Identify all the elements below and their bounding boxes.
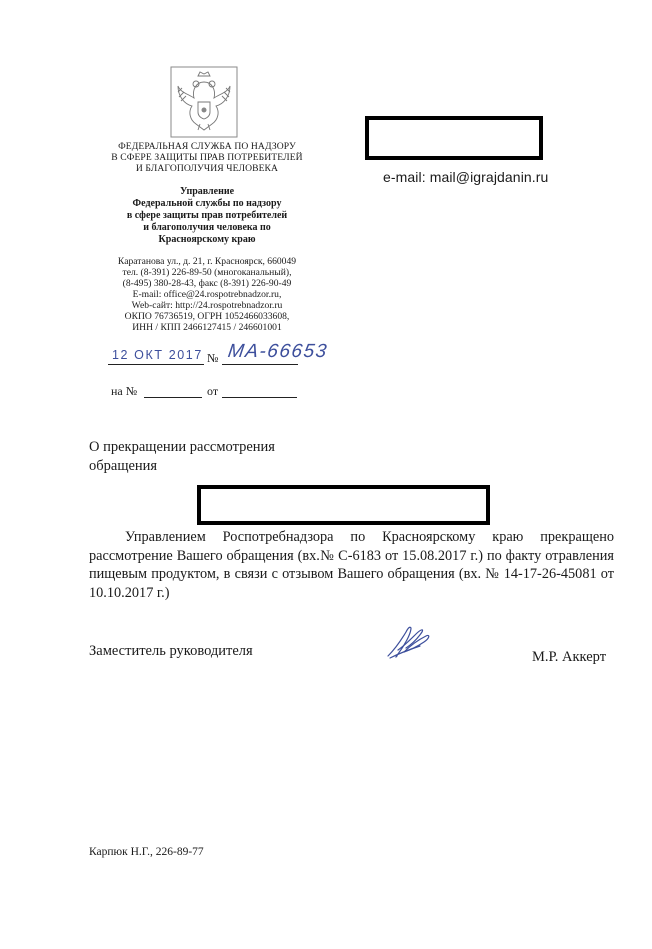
department-line-4: и благополучия человека по (143, 222, 271, 233)
contact-phone: тел. (8-391) 226-89-50 (многоканальный), (122, 267, 292, 278)
number-sign: № (207, 351, 219, 365)
contact-fax: (8-495) 380-28-43, факс (8-391) 226-90-49 (122, 278, 292, 289)
recipient-email: e-mail: mail@igrajdanin.ru (383, 169, 549, 185)
handwritten-signature-icon (384, 620, 434, 664)
addressee-redaction-box (197, 485, 490, 525)
contact-website: Web-сайт: http://24.rospotrebnadzor.ru (131, 300, 283, 311)
date-underline (108, 364, 204, 365)
registration-number: МА-66653 (226, 341, 330, 362)
signatory-title: Заместитель руководителя (89, 643, 253, 659)
agency-name-line-2: В СФЕРЕ ЗАЩИТЫ ПРАВ ПОТРЕБИТЕЛЕЙ (111, 152, 303, 163)
contact-inn: ИНН / КПП 2466127415 / 246601001 (132, 322, 282, 333)
department-line-1: Управление (179, 186, 235, 197)
letter-subject (89, 438, 275, 476)
subject-line-2: обращения (89, 458, 158, 474)
number-underline (222, 364, 298, 365)
department-line-3: в сфере защиты прав потребителей (126, 210, 288, 221)
contact-email: E-mail: office@24.rospotrebnadzor.ru, (132, 289, 282, 300)
executor-info: Карпюк Н.Г., 226-89-77 (89, 846, 204, 858)
reply-from-label: от (207, 384, 219, 398)
recipient-redaction-box (365, 116, 543, 160)
signatory-name: М.Р. Аккерт (532, 649, 607, 665)
contact-okpo: ОКПО 76736519, ОГРН 1052466033608, (124, 311, 290, 322)
reply-from-date-line (222, 397, 297, 398)
date-stamp: 12 ОКТ 2017 (112, 348, 203, 362)
reply-to-label: на № (111, 384, 138, 398)
department-line-2: Федеральной службы по надзору (132, 198, 282, 209)
coat-of-arms-icon (170, 66, 238, 138)
department-line-5: Красноярскому краю (158, 234, 256, 245)
agency-name-line-1: ФЕДЕРАЛЬНАЯ СЛУЖБА ПО НАДЗОРУ (118, 141, 296, 152)
reply-to-number-line (144, 397, 202, 398)
subject-line-1: О прекращении рассмотрения (89, 439, 275, 455)
contact-address: Каратанова ул., д. 21, г. Красноярск, 660049 (117, 256, 297, 267)
body-paragraph (89, 528, 614, 602)
agency-name-line-3: И БЛАГОПОЛУЧИЯ ЧЕЛОВЕКА (135, 163, 279, 174)
body-text: Управлением Роспотребнадзора по Красноярскому краю прекращено рассмотрение Вашего обращения (вх.№ С-6183 от 15.08.2017 г.) по факту отравления пищевым продуктом, в связи с отзывом Вашего обращения (вх. № 14-17-26-45081 от 10.10.2017 г.) (89, 529, 614, 601)
